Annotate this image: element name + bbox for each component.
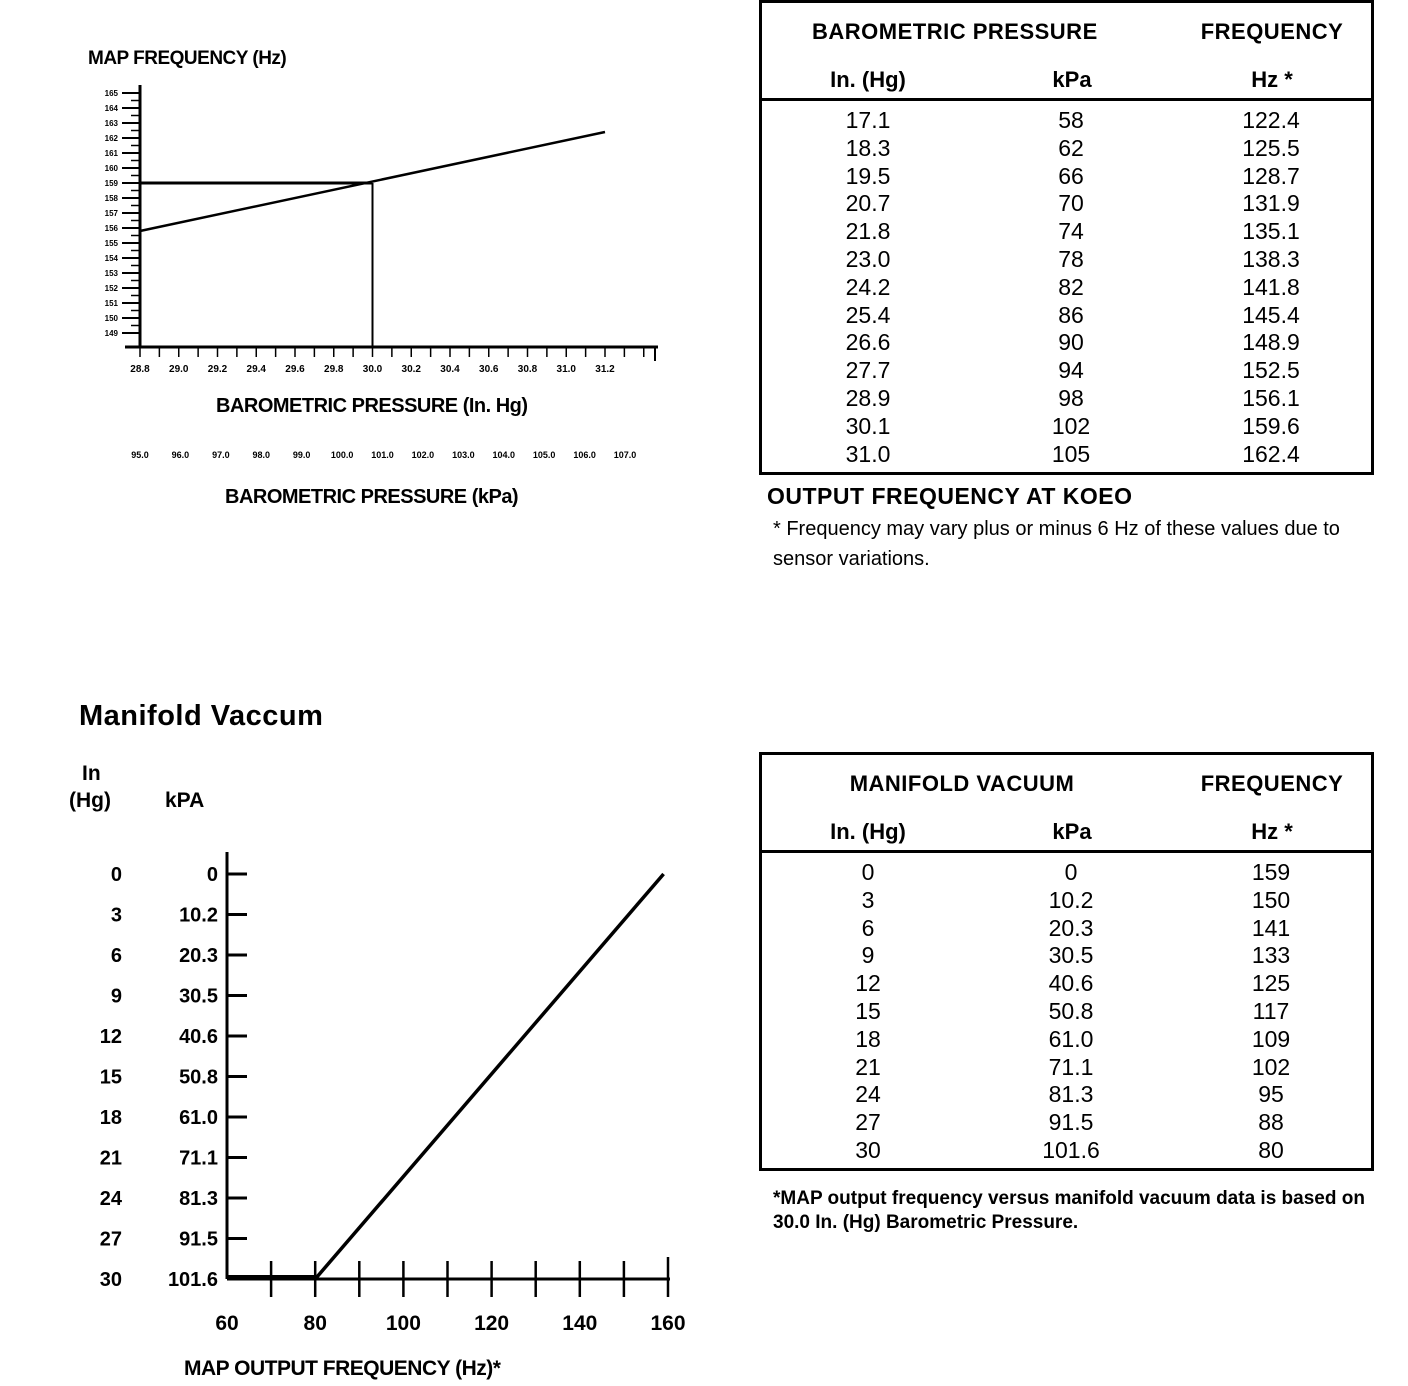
cell-in-hg: 23.0 (845, 246, 891, 272)
chart2-x-tick-label: 120 (474, 1312, 510, 1335)
koeo-note-title: OUTPUT FREQUENCY AT KOEO (767, 483, 1133, 509)
cell-kpa: 86 (1058, 301, 1084, 328)
chart2-y-tick-label-kpa: 61.0 (179, 1107, 218, 1129)
table-row (762, 441, 1371, 469)
chart2-y-tick-label-in: 6 (110, 945, 122, 967)
table-row (762, 302, 1371, 330)
cell-hz: 159.6 (1242, 412, 1300, 439)
chart1-title: MAP FREQUENCY (Hz) (88, 48, 287, 69)
manifold-vacuum-table (759, 752, 1374, 1171)
chart2-y-tick-label-kpa: 71.1 (179, 1147, 218, 1170)
table-row (762, 859, 1371, 887)
chart1-y-tick-label: 160 (104, 164, 118, 173)
chart1-x-tick-label: 30.4 (440, 364, 460, 375)
chart2-x-tick-label: 160 (650, 1312, 686, 1335)
header-kpa: kPa (1052, 67, 1092, 92)
cell-in-hg: 18.3 (845, 134, 891, 161)
cell-kpa: 50.8 (1048, 998, 1094, 1024)
cell-in-hg: 18 (855, 1025, 881, 1052)
chart1-y-tick-label: 156 (104, 224, 118, 233)
chart1-y-tick-label: 155 (104, 239, 118, 248)
table-header (762, 3, 1371, 101)
chart2-y-tick-label-in: 0 (110, 864, 122, 886)
cell-in-hg: 19.5 (845, 162, 891, 189)
cell-hz: 141.8 (1242, 273, 1300, 300)
table-row (762, 274, 1371, 302)
header-barometric-pressure: BAROMETRIC PRESSURE (812, 19, 1098, 44)
cell-hz: 88 (1258, 1109, 1284, 1136)
chart1-x-tick-label: 29.4 (246, 364, 266, 375)
cell-hz: 131.9 (1242, 190, 1300, 217)
koeo-note-text: * Frequency may vary plus or minus 6 Hz of these values due to sensor variations. (773, 518, 1340, 570)
chart2-y-tick-label-in: 12 (99, 1026, 122, 1048)
cell-in-hg: 30 (855, 1137, 881, 1163)
cell-in-hg: 27.7 (845, 357, 891, 384)
cell-hz: 135.1 (1242, 218, 1300, 245)
cell-kpa: 90 (1058, 329, 1084, 356)
cell-kpa: 30.5 (1048, 942, 1094, 969)
chart2-y-tick-label-in: 15 (99, 1066, 122, 1089)
chart1-x-tick-label-kpa: 98.0 (252, 450, 271, 460)
cell-in-hg: 0 (861, 859, 875, 885)
chart2-y-tick-label-kpa: 0 (206, 864, 218, 886)
cell-hz: 133 (1251, 942, 1291, 969)
chart1-x-tick-label: 31.2 (595, 364, 615, 375)
cell-kpa: 78 (1058, 246, 1084, 272)
header-hz: Hz * (1251, 819, 1293, 844)
chart1-x-tick-label: 28.8 (130, 364, 150, 375)
header-manifold-vacuum: MANIFOLD VACUUM (849, 771, 1075, 796)
chart1-x-tick-label-kpa: 95.0 (131, 450, 149, 460)
table-row (762, 107, 1371, 135)
cell-in-hg: 9 (861, 942, 875, 969)
header-frequency: FREQUENCY (1200, 771, 1344, 796)
cell-kpa: 91.5 (1048, 1109, 1094, 1136)
cell-in-hg: 25.4 (845, 301, 891, 328)
chart1-x-tick-label: 30.0 (362, 364, 383, 375)
chart1-x-tick-label-kpa: 96.0 (171, 450, 190, 460)
chart1-x-tick-label: 29.6 (285, 364, 305, 375)
chart2-y-tick-label-kpa: 10.2 (179, 904, 218, 927)
chart1-x-tick-label-kpa: 101.0 (371, 450, 394, 460)
table-row (762, 970, 1371, 998)
cell-hz: 95 (1258, 1081, 1284, 1108)
chart1-y-tick-label: 158 (104, 194, 118, 203)
chart1-x-tick-label: 30.2 (401, 364, 421, 375)
cell-kpa: 0 (1064, 859, 1078, 885)
cell-in-hg: 15 (855, 998, 881, 1024)
chart1-y-tick-label: 149 (104, 329, 118, 338)
table-row (762, 1081, 1371, 1109)
cell-hz: 138.3 (1242, 246, 1300, 272)
table-row (762, 357, 1371, 385)
chart1-y-tick-label: 162 (104, 134, 118, 143)
cell-kpa: 94 (1058, 357, 1084, 384)
table-row (762, 942, 1371, 970)
chart1-x-tick-label-kpa: 102.0 (411, 450, 435, 460)
cell-kpa: 61.0 (1048, 1025, 1094, 1052)
chart1-y-tick-label: 165 (104, 89, 118, 98)
cell-in-hg: 28.9 (845, 385, 891, 411)
chart2-y-tick-label-kpa: 20.3 (179, 945, 218, 967)
chart2-x-tick-label: 60 (215, 1312, 239, 1335)
cell-hz: 150 (1251, 886, 1291, 913)
chart1-x-tick-label-kpa: 103.0 (452, 450, 475, 460)
cell-kpa: 70 (1058, 190, 1084, 217)
cell-hz: 145.4 (1242, 301, 1300, 328)
chart1-x-tick-label-kpa: 107.0 (613, 450, 637, 460)
chart1-x-tick-label: 29.8 (324, 364, 344, 375)
chart1-x-tick-label: 30.6 (479, 364, 499, 375)
chart1-x-axis-label-kpa: BAROMETRIC PRESSURE (kPa) (225, 486, 519, 508)
chart1-y-tick-label: 163 (104, 119, 118, 128)
chart1-y-tick-label: 164 (104, 104, 118, 113)
chart1-x-tick-label-kpa: 99.0 (292, 450, 311, 460)
chart1-y-tick-label: 152 (104, 284, 118, 293)
chart1-x-tick-label-kpa: 106.0 (573, 450, 596, 460)
cell-kpa: 105 (1051, 440, 1091, 467)
table-row (762, 413, 1371, 441)
chart2-y-tick-label-kpa: 101.6 (167, 1269, 218, 1291)
chart2-x-tick-label: 100 (385, 1312, 421, 1335)
chart2-y-tick-label-in: 18 (99, 1107, 122, 1129)
table-row (762, 915, 1371, 943)
cell-kpa: 74 (1058, 218, 1084, 245)
chart1-y-tick-label: 157 (104, 209, 118, 218)
cell-in-hg: 17.1 (845, 107, 891, 133)
cell-hz: 159 (1251, 859, 1291, 885)
chart1-x-tick-label-kpa: 105.0 (532, 450, 556, 460)
table-row (762, 135, 1371, 163)
chart1-y-tick-label: 150 (104, 314, 118, 323)
chart2-y-tick-label-in: 27 (99, 1228, 122, 1251)
table-row (762, 218, 1371, 246)
header-frequency: FREQUENCY (1200, 19, 1344, 44)
cell-kpa: 10.2 (1048, 886, 1094, 913)
chart2-y-tick-label-kpa: 91.5 (179, 1228, 218, 1251)
table-row (762, 1137, 1371, 1165)
chart1-y-tick-label: 151 (104, 299, 118, 308)
cell-hz: 117 (1252, 998, 1290, 1024)
cell-hz: 122.4 (1242, 107, 1300, 133)
header-kpa: kPa (1052, 819, 1092, 844)
chart2-x-axis-label: MAP OUTPUT FREQUENCY (Hz)* (184, 1357, 501, 1380)
chart1-x-tick-label-kpa: 97.0 (212, 450, 230, 460)
chart2-y-tick-label-kpa: 50.8 (179, 1066, 218, 1089)
chart2-x-tick-label: 140 (562, 1312, 598, 1335)
cell-in-hg: 20.7 (845, 190, 891, 217)
chart2-title: Manifold Vaccum (79, 700, 324, 732)
cell-in-hg: 24.2 (845, 273, 891, 300)
cell-kpa: 66 (1058, 162, 1084, 189)
cell-in-hg: 24 (855, 1081, 881, 1108)
table-row (762, 385, 1371, 413)
cell-in-hg: 12 (855, 970, 881, 997)
cell-kpa: 102 (1051, 412, 1091, 439)
cell-hz: 80 (1258, 1137, 1284, 1163)
cell-hz: 109 (1251, 1025, 1291, 1052)
chart1-x-tick-label: 31.0 (556, 364, 576, 375)
cell-in-hg: 31.0 (845, 440, 891, 467)
table-row (762, 887, 1371, 915)
chart1-x-tick-label-kpa: 104.0 (492, 450, 516, 460)
table-row (762, 190, 1371, 218)
chart2-y-header-kpa: kPA (165, 789, 205, 812)
barometric-pressure-table (759, 0, 1374, 475)
table-row (762, 998, 1371, 1026)
cell-kpa: 71.1 (1048, 1053, 1094, 1080)
cell-hz: 128.7 (1242, 162, 1300, 189)
chart1-y-tick-label: 154 (104, 254, 118, 263)
cell-kpa: 101.6 (1042, 1137, 1100, 1163)
cell-in-hg: 21.8 (845, 218, 891, 245)
chart2-plot (0, 840, 720, 1355)
cell-hz: 141 (1251, 914, 1291, 941)
cell-kpa: 20.3 (1048, 914, 1094, 941)
manifold-vacuum-note: *MAP output frequency versus manifold vacuum data is based on 30.0 In. (Hg) Barometric Pressure. (773, 1188, 1365, 1233)
chart2-y-tick-label-in: 24 (99, 1188, 122, 1210)
chart1-x-tick-label-kpa: 100.0 (330, 450, 354, 460)
table-row (762, 1109, 1371, 1137)
header-hz: Hz * (1251, 67, 1293, 92)
chart1-x-tick-label: 30.8 (517, 364, 538, 375)
cell-hz: 162.4 (1242, 440, 1300, 467)
chart1-x-axis-label: BAROMETRIC PRESSURE (In. Hg) (216, 395, 528, 417)
cell-hz: 152.5 (1242, 357, 1300, 384)
chart2-x-tick-label: 80 (303, 1312, 327, 1335)
chart2-y-tick-label-kpa: 81.3 (179, 1188, 218, 1210)
table-row (762, 329, 1371, 357)
chart2-y-tick-label-in: 21 (99, 1147, 122, 1170)
cell-in-hg: 30.1 (845, 412, 891, 439)
cell-hz: 125 (1251, 970, 1291, 997)
table-row (762, 1026, 1371, 1054)
cell-kpa: 58 (1058, 107, 1084, 133)
chart2-y-tick-label-kpa: 30.5 (179, 985, 218, 1008)
chart1-y-tick-label: 161 (104, 149, 118, 158)
cell-kpa: 62 (1058, 134, 1084, 161)
cell-in-hg: 27 (855, 1109, 881, 1136)
cell-kpa: 40.6 (1048, 970, 1094, 997)
chart2-series-line (315, 874, 663, 1279)
cell-in-hg: 3 (861, 886, 875, 913)
table-row (762, 246, 1371, 274)
cell-hz: 148.9 (1242, 329, 1300, 356)
chart1-y-tick-label: 153 (104, 269, 118, 278)
header-in-hg: In. (Hg) (830, 819, 906, 844)
table-header (762, 755, 1371, 853)
chart2-y-tick-label-in: 9 (110, 985, 122, 1008)
cell-kpa: 82 (1058, 273, 1084, 300)
cell-in-hg: 26.6 (845, 329, 891, 356)
chart2-y-tick-label-in: 3 (110, 904, 122, 927)
chart1-y-tick-label: 159 (104, 179, 118, 188)
cell-hz: 102 (1251, 1053, 1291, 1080)
header-in-hg: In. (Hg) (830, 67, 906, 92)
cell-in-hg: 21 (855, 1053, 881, 1080)
table-row (762, 1054, 1371, 1082)
cell-kpa: 98 (1058, 385, 1084, 411)
chart1-x-tick-label: 29.0 (169, 364, 189, 375)
cell-hz: 125.5 (1242, 134, 1300, 161)
chart2-y-header-hg: (Hg) (69, 789, 111, 812)
chart1-x-tick-label: 29.2 (207, 364, 228, 375)
cell-in-hg: 6 (861, 914, 875, 941)
cell-kpa: 81.3 (1048, 1081, 1094, 1108)
table-row (762, 163, 1371, 191)
chart2-y-header-in: In (82, 762, 101, 785)
chart2-y-tick-label-kpa: 40.6 (179, 1026, 218, 1048)
chart2-y-tick-label-in: 30 (99, 1269, 122, 1291)
cell-hz: 156.1 (1242, 385, 1300, 411)
